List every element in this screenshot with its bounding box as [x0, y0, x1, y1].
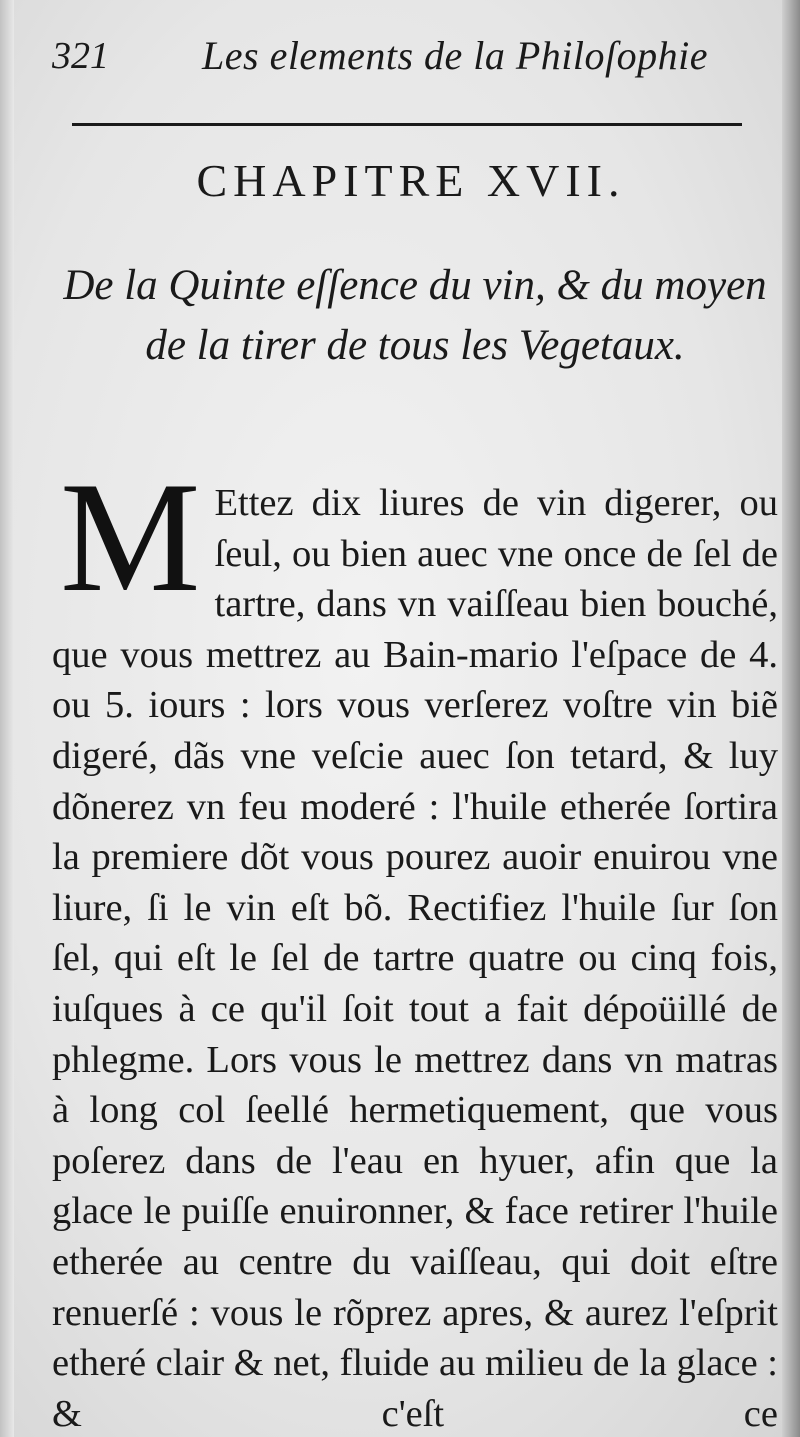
page-number: 321 — [52, 35, 109, 77]
header-rule — [72, 123, 742, 126]
chapter-title: CHAPITRE XVII. — [196, 155, 626, 206]
page-header — [52, 28, 740, 84]
chapter-subtitle: De la Quinte eſſence du vin, & du moyen de la tirer de tous les Vegetaux. — [63, 262, 767, 369]
page-left-edge — [0, 0, 14, 1437]
body-text — [52, 450, 778, 1437]
page-gutter — [782, 0, 800, 1437]
body-paragraph: Ettez dix liures de vin digerer, ou ſeul, ou bien auec vne once de ſel de tartre, dans vn vaiſſeau bien bouché, que vous mettrez au Bain-mario l'eſpace de 4. ou 5. iours : lors vous verſerez voſtre vin biẽ digeré, dãs vne veſcie auec ſon tetard, & luy dõnerez vn feu moderé : l'huile etherée ſortira la premiere dõt vous pourez auoir enuirou vne liure, ſi le vin eſt bõ. Rectifiez l'huile ſur ſon ſel, qui eſt le ſel de tartre quatre ou cinq fois, iuſques à ce qu'il ſoit tout a fait dépoüillé de phlegme. Lors vous le mettrez dans vn matras à long col ſeellé hermetiquement, que vous poſerez dans de l'eau en hyuer, afin que la glace le puiſſe enuironner, & face retirer l'huile etherée au centre du vaiſſeau, qui doit eſtre renuerſé : vous le rõprez apres, & aurez l'eſprit etheré clair & net, fluide au milieu de la glace : & c'eſt ce — [52, 482, 778, 1435]
drop-cap: M — [60, 450, 201, 625]
running-head: Les elements de la Philoſophie — [202, 33, 709, 78]
